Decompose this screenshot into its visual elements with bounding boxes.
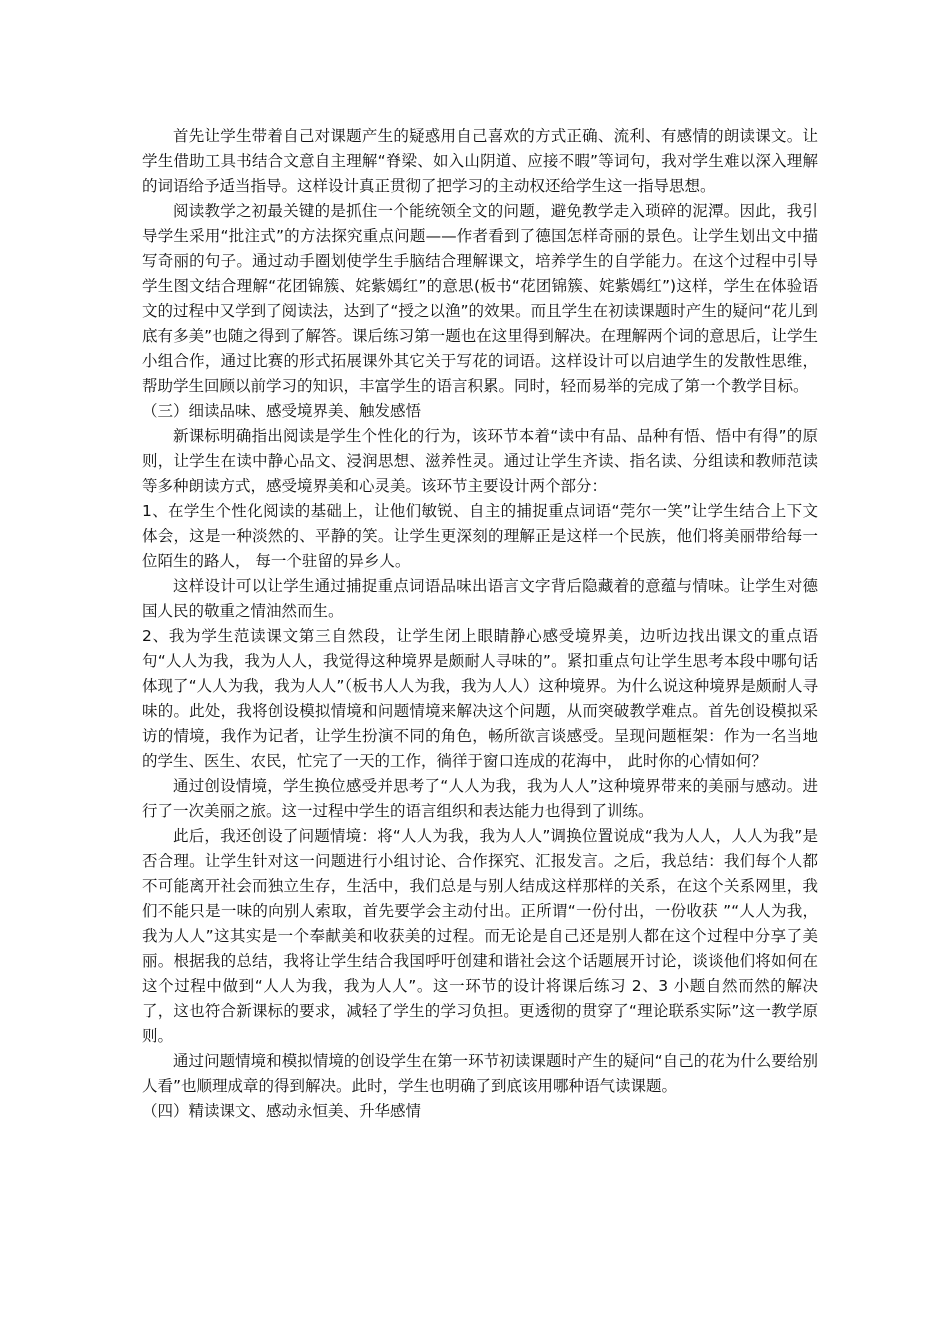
paragraph-reading-intro: 首先让学生带着自己对课题产生的疑惑用自己喜欢的方式正确、流利、有感情的朗读课文。让学生借助工具书结合文意自主理解“脊梁、如入山阴道、应接不暇”等词句，我对学生难以深入理解的词语给予适当指导。这样设计真正贯彻了把学习的主动权还给学生这一指导思想。 <box>142 127 818 195</box>
section-heading-four: （四）精读课文、感动永恒美、升华感情 <box>142 1102 422 1120</box>
paragraph-part-one: 1、在学生个性化阅读的基础上，让他们敏锐、自主的捕捉重点词语“莞尔一笑”让学生结合上下文体会，这是一种淡然的、平静的笑。让学生更深刻的理解正是这样一个民族，他们将美丽带给每一位陌生的路人， 每一个驻留的异乡人。 <box>142 502 818 570</box>
paragraph-new-curriculum: 新课标明确指出阅读是学生个性化的行为，该环节本着“读中有品、品种有悟、悟中有得”的原则，让学生在读中静心品文、浸润思想、滋养性灵。通过让学生齐读、指名读、分组读和教师范读等多种朗读方式，感受境界美和心灵美。该环节主要设计两个部分： <box>142 427 818 495</box>
paragraph-situation-result: 通过创设情境，学生换位感受并思考了“人人为我，我为人人”这种境界带来的美丽与感动。进行了一次美丽之旅。这一过程中学生的语言组织和表达能力也得到了训练。 <box>142 777 818 820</box>
document-body <box>142 124 818 1124</box>
paragraph-key-question: 阅读教学之初最关键的是抓住一个能统领全文的问题，避免教学走入琐碎的泥潭。因此，我引导学生采用“批注式”的方法探究重点问题——作者看到了德国怎样奇丽的景色。让学生划出文中描写奇丽的句子。通过动手圈划使学生手脑结合理解课文，培养学生的自学能力。在这个过程中引导学生图文结合理解“花团锦簇、姹紫嫣红”的意思(板书“花团锦簇、姹紫嫣红”)这样，学生在体验语文的过程中又学到了阅读法，达到了“授之以渔”的效果。而且学生在初读课题时产生的疑问“花儿到底有多美”也随之得到了解答。课后练习第一题也在这里得到解决。在理解两个词的意思后，让学生小组合作，通过比赛的形式拓展课外其它关于写花的词语。这样设计可以启迪学生的发散性思维，帮助学生回顾以前学习的知识，丰富学生的语言积累。同时，轻而易举的完成了第一个教学目标。 <box>142 202 818 395</box>
paragraph-problem-situation: 此后，我还创设了问题情境：将“人人为我，我为人人”调换位置说成“我为人人，人人为我”是否合理。让学生针对这一问题进行小组讨论、合作探究、汇报发言。之后，我总结：我们每个人都不可能离开社会而独立生存，生活中，我们总是与别人结成这样那样的关系，在这个关系网里，我们不能只是一味的向别人索取，首先要学会主动付出。正所谓“一份付出，一份收获 ”“人人为我，我为人人”这其实是一个奉献美和收获美的过程。而无论是自己还是别人都在这个过程中分享了美丽。根据我的总结，我将让学生结合我国呼吁创建和谐社会这个话题展开讨论，谈谈他们将如何在这个过程中做到“人人为我，我为人人”。这一环节的设计将课后练习 2、3 小题自然而然的解决了，这也符合新课标的要求，减轻了学生的学习负担。更透彻的贯穿了“理论联系实际”这一教学原则。 <box>142 827 818 1045</box>
section-heading-three: （三）细读品味、感受境界美、触发感悟 <box>142 402 422 420</box>
paragraph-part-one-summary: 这样设计可以让学生通过捕捉重点词语品味出语言文字背后隐藏着的意蕴与情味。让学生对德国人民的敬重之情油然而生。 <box>142 577 818 620</box>
paragraph-part-two: 2、我为学生范读课文第三自然段，让学生闭上眼睛静心感受境界美，边听边找出课文的重点语句“人人为我，我为人人，我觉得这种境界是颇耐人寻味的”。紧扣重点句让学生思考本段中哪句话体现了“人人为我，我为人人”（板书人人为我，我为人人）这种境界。为什么说这种境界是颇耐人寻味的。此处，我将创设模拟情境和问题情境来解决这个问题，从而突破教学难点。首先创设模拟采访的情境，我作为记者，让学生扮演不同的角色，畅所欲言谈感受。呈现问题框架：作为一名当地的学生、医生、农民，忙完了一天的工作，徜徉于窗口连成的花海中， 此时你的心情如何？ <box>142 627 818 770</box>
paragraph-conclusion: 通过问题情境和模拟情境的创设学生在第一环节初读课题时产生的疑问“自己的花为什么要给别人看”也顺理成章的得到解决。此时，学生也明确了到底该用哪种语气读课题。 <box>142 1052 818 1095</box>
